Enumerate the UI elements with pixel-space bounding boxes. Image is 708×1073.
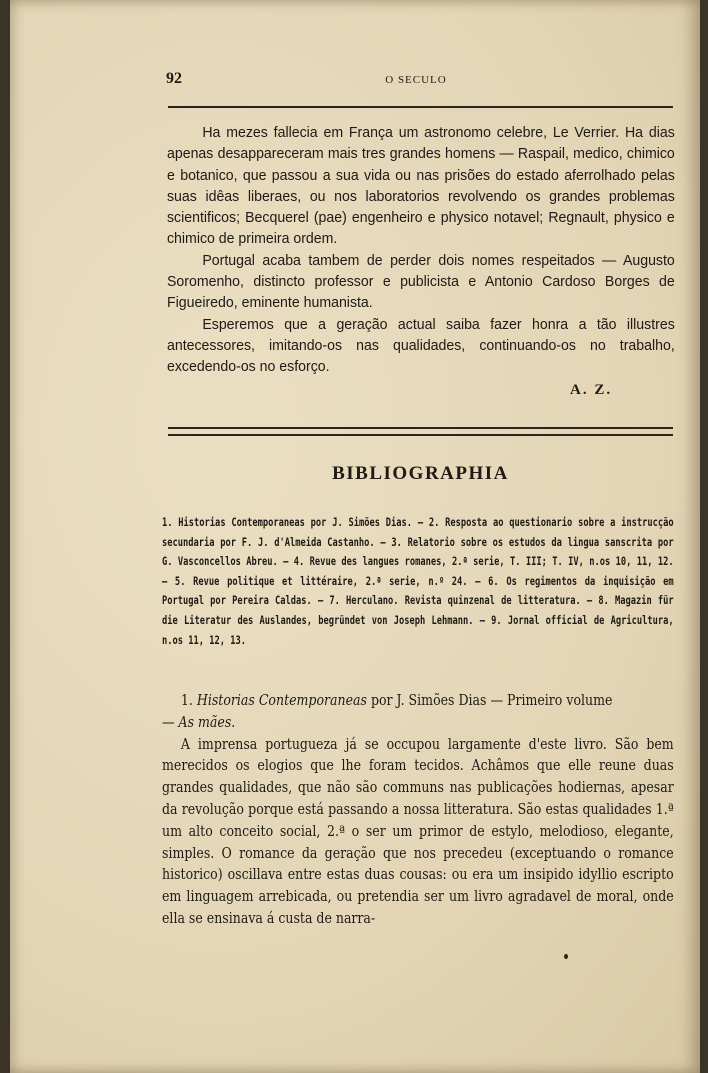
summary-text: 1. Historias Contemporaneas por J. Simões Dias. — 2. Resposta ao questionario sobre a instrucção secundaria por F. J. d'Almeida Castanho. — 3. Relatorio sobre os estudos da lingua sanscrita por G. Vasconcellos Abreu. — 4. Revue des langues romanes, 2.ª serie, T. III; T. IV, n.os 10, 11, 12. — 5. Revue politique et littéraire, 2.ª serie, n.º 24. — 6. Os regimentos da inquisição em Portugal por Pereira Caldas. — 7. Herculano. Revista quinzenal de litteratura. — 8. Magazin für die Literatur des Auslandes, begründet von Joseph Lehmann. — 9. Jornal official de Agricultura, n.os 11, 12, 13. bbox=[162, 516, 674, 647]
review-body: A imprensa portugueza já se occupou largamente d'este livro. São bem merecidos os elogios que lhe foram tecidos. Achâmos que elle reune duas grandes qualidades, que não são communs nas publicações hodiernas, apesar da revolução porque está passando a nossa litteratura. São estas qualidades 1.ª um alto conceito social, 2.ª o ser um primor de estylo, melodioso, elegante, simples. O romance da geração que nos precedeu (exceptuando o romance historico) oscillava entre estas duas cousas: ou era um insipido idyllio escripto em linguagem arrebicada, ou pretendia ser um livro agradavel de moral, onde ella se ensinava á custa de narra- bbox=[162, 735, 674, 927]
bibliography-summary bbox=[162, 513, 674, 650]
section-heading: BIBLIOGRAPHIA bbox=[332, 463, 509, 484]
review-author: por J. Simões Dias — Primeiro volume bbox=[366, 692, 613, 709]
running-title: O SECULO bbox=[385, 74, 447, 86]
review-number: 1. bbox=[180, 692, 193, 709]
review-book-title: Historias Contemporaneas bbox=[196, 692, 367, 709]
ink-speck bbox=[564, 954, 568, 959]
book-page bbox=[10, 0, 700, 1073]
page-number: 92 bbox=[166, 70, 182, 87]
signature: A. Z. bbox=[570, 382, 613, 398]
review-volume-title: — As mães. bbox=[162, 713, 236, 731]
book-review bbox=[162, 690, 674, 930]
review-volume-line bbox=[162, 712, 674, 734]
section-divider-lower bbox=[168, 434, 673, 436]
header-rule bbox=[168, 106, 673, 108]
article-paragraph: Portugal acaba tambem de perder dois nomes respeitados — Augusto Soromenho, distincto professor e publicista e Antonio Cardoso Borges de Figueiredo, eminente humanista. bbox=[167, 251, 675, 312]
page-header bbox=[160, 70, 672, 92]
article-paragraph: Esperemos que a geração actual saiba fazer honra a tão illustres antecessores, imitando-os nas qualidades, continuando-os no trabalho, excedendo-os no esforço. bbox=[167, 315, 675, 376]
review-heading bbox=[162, 690, 674, 712]
article-paragraph: Ha mezes fallecia em França um astronomo celebre, Le Verrier. Ha dias apenas desappareceram mais tres grandes homens — Raspail, medico, chimico e botanico, que passou a sua vida ou nas prisões do estado aferrolhado pelas suas idêas liberaes, ou nos laboratorios revolvendo os grandes problemas scientificos; Becquerel (pae) engenheiro e physico notavel; Regnault, physico e chimico de primeira ordem. bbox=[167, 124, 675, 248]
section-divider-upper bbox=[168, 427, 673, 429]
article-text bbox=[167, 122, 675, 378]
